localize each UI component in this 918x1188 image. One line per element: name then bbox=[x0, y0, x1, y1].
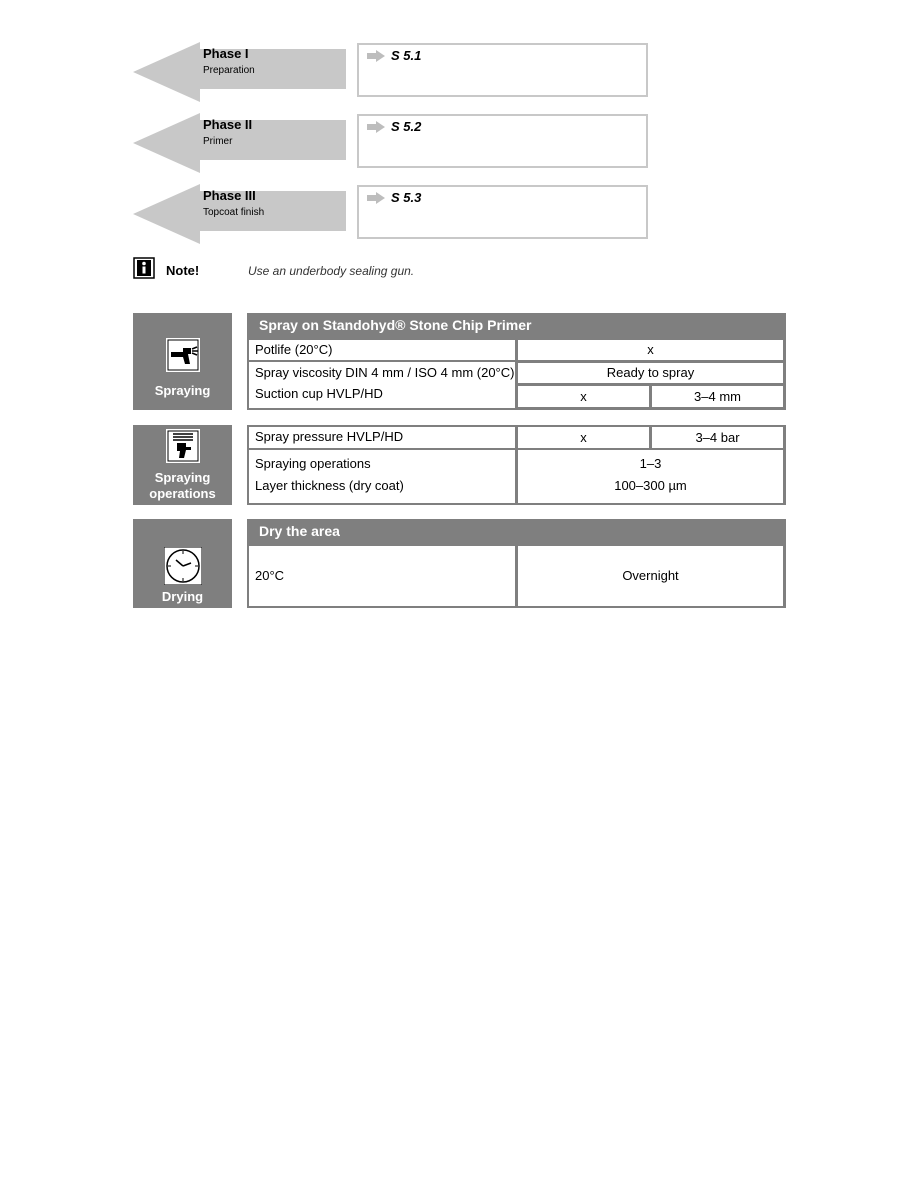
section-reference[interactable]: S 5.1 bbox=[391, 48, 422, 63]
potlife-value: x bbox=[518, 340, 783, 360]
suction-cup-value-2: 3–4 mm bbox=[652, 386, 783, 407]
phase-title: Phase I bbox=[203, 46, 249, 61]
viscosity-value: Ready to spray bbox=[518, 363, 783, 383]
spraying-operations-panel bbox=[133, 425, 232, 505]
phase-subtitle: Primer bbox=[203, 136, 233, 147]
drying-table bbox=[247, 519, 786, 608]
arrow-right-icon bbox=[367, 121, 385, 133]
clock-icon bbox=[164, 547, 202, 585]
note-text: Use an underbody sealing gun. bbox=[248, 264, 415, 278]
panel-label: Drying bbox=[161, 589, 204, 604]
operations-values bbox=[518, 450, 783, 503]
spray-pressure-value-2: 3–4 bar bbox=[652, 427, 783, 448]
layer-thickness-label: Layer thickness (dry coat) bbox=[255, 478, 404, 493]
phase-reference-box bbox=[357, 185, 648, 239]
potlife-label: Potlife (20°C) bbox=[249, 340, 515, 360]
viscosity-label: Spray viscosity DIN 4 mm / ISO 4 mm (20°C) bbox=[249, 362, 515, 384]
drying-panel bbox=[133, 519, 232, 608]
phase-subtitle: Topcoat finish bbox=[203, 207, 265, 218]
layer-thickness-value: 100–300 µm bbox=[614, 478, 687, 493]
arrow-right-icon bbox=[367, 50, 385, 62]
suction-cup-value-1: x bbox=[518, 386, 649, 407]
info-icon bbox=[133, 257, 155, 279]
phase-subtitle: Preparation bbox=[203, 65, 255, 76]
spray-gun-icon bbox=[166, 338, 200, 372]
spraying-operations-value: 1–3 bbox=[639, 456, 662, 471]
spray-pressure-label: Spray pressure HVLP/HD bbox=[249, 427, 515, 448]
table-title: Spray on Standohyd® Stone Chip Primer bbox=[259, 317, 532, 333]
phase-1 bbox=[133, 42, 648, 102]
operations-labels bbox=[249, 450, 515, 503]
panel-label-line-1: Spraying bbox=[154, 470, 211, 485]
panel-label: Spraying bbox=[154, 383, 211, 398]
panel-label-line-2: operations bbox=[149, 486, 216, 501]
arrow-right-icon bbox=[367, 192, 385, 204]
phase-title: Phase II bbox=[203, 117, 253, 132]
section-reference[interactable]: S 5.3 bbox=[391, 190, 422, 205]
phase-reference-box bbox=[357, 43, 648, 97]
phase-3 bbox=[133, 184, 648, 244]
phase-title: Phase III bbox=[203, 188, 256, 203]
spray-booth-icon bbox=[166, 429, 200, 463]
spraying-table bbox=[247, 313, 786, 410]
note-label: Note! bbox=[166, 263, 200, 278]
spraying-operations-table bbox=[247, 425, 786, 505]
phase-2 bbox=[133, 113, 648, 173]
drying-temperature: 20°C bbox=[249, 546, 515, 606]
spraying-operations-label: Spraying operations bbox=[255, 456, 371, 471]
suction-cup-label: Suction cup HVLP/HD bbox=[249, 384, 515, 408]
drying-time: Overnight bbox=[518, 546, 783, 606]
section-reference[interactable]: S 5.2 bbox=[391, 119, 422, 134]
spray-pressure-value-1: x bbox=[518, 427, 649, 448]
table-title: Dry the area bbox=[259, 523, 340, 539]
phase-reference-box bbox=[357, 114, 648, 168]
spraying-panel bbox=[133, 313, 232, 410]
note bbox=[133, 257, 633, 283]
